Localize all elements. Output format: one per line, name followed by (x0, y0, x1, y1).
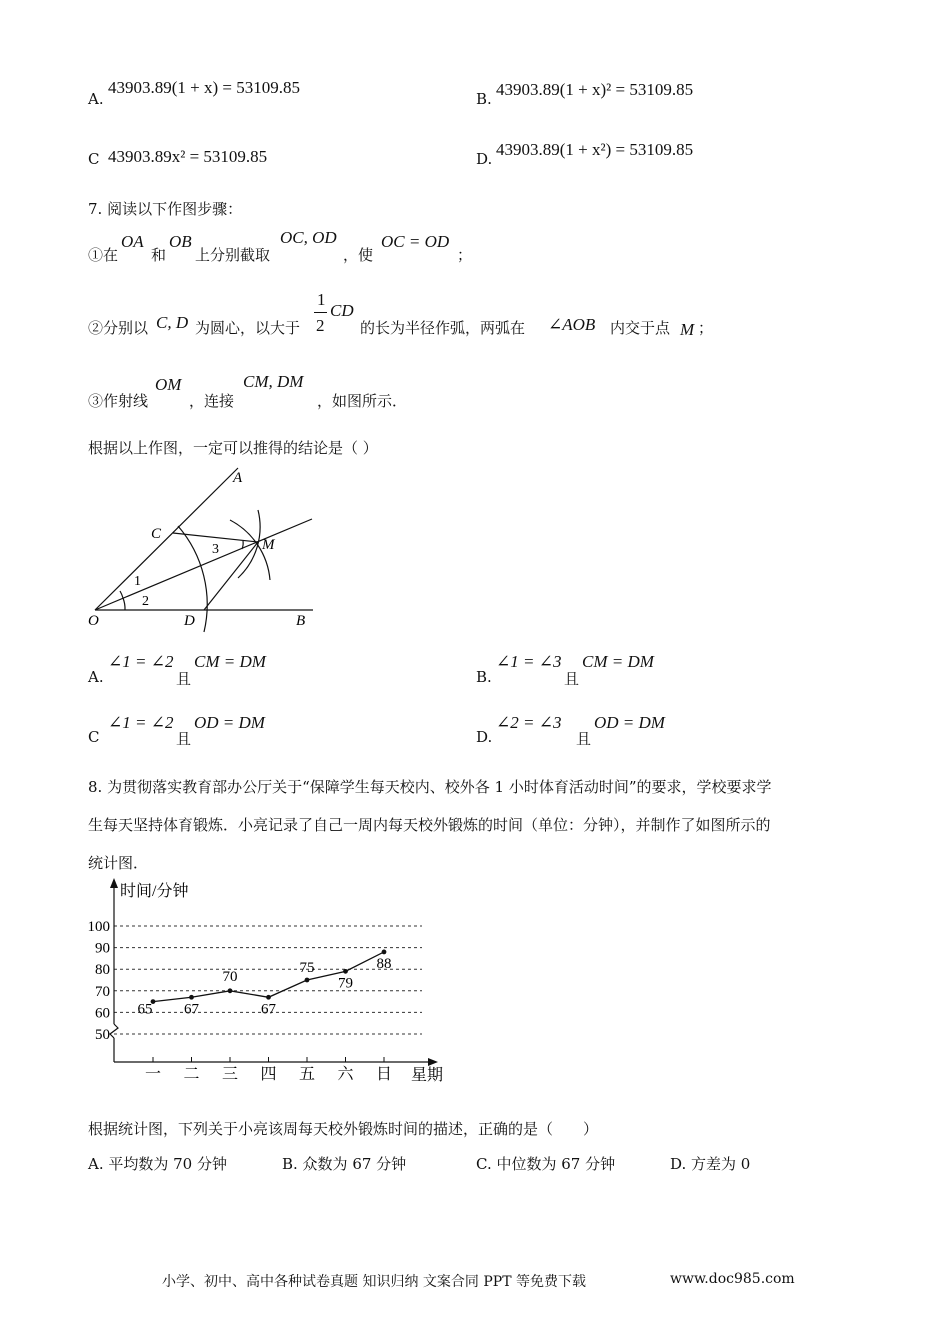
q7-option-d-mid: 且 (576, 730, 592, 748)
data-point (189, 995, 194, 1000)
q7-step2-text3: 的长为半径作弧，两弧在 (360, 319, 526, 337)
q6-option-b-label: B. (476, 90, 492, 108)
data-point (343, 969, 348, 974)
q7-step2-math3: ∠AOB (548, 315, 596, 334)
q7-step1-text1: ①在 (88, 246, 119, 264)
q7-step1-math2: OB (169, 232, 192, 251)
xtick-label: 三 (221, 1066, 239, 1083)
q7-option-d-label: D. (476, 728, 493, 746)
q6-option-a-label: A. (88, 90, 104, 108)
q7-question: 根据以上作图，一定可以推得的结论是（ ） (88, 439, 378, 457)
q7-step1-text3: 上分别截取 (195, 246, 271, 264)
xtick-label: 五 (298, 1066, 316, 1083)
q6-option-c-label: C (88, 150, 100, 168)
y-axis-arrow (110, 878, 118, 888)
q6-option-b-expr: 43903.89(1 + x)² = 53109.85 (496, 80, 694, 99)
q7-stem: 7. 阅读以下作图步骤： (88, 200, 243, 218)
chart-xlabel: 星期 (411, 1067, 444, 1084)
fig-label-c: C (151, 526, 162, 542)
q7-option-c-label: C (88, 728, 100, 746)
q6-option-c-expr: 43903.89x² = 53109.85 (108, 147, 268, 166)
q7-option-a-math1: ∠1 = ∠2 (108, 652, 174, 671)
q7-step1-text4: ，使 (343, 246, 374, 264)
chart-ytick-labels (88, 919, 111, 1043)
q8-line-chart (80, 872, 460, 1090)
q7-step1-text2: 和 (151, 246, 167, 264)
xtick-label: 二 (183, 1066, 200, 1083)
q7-option-c-math1: ∠1 = ∠2 (108, 713, 174, 732)
ytick-label: 100 (87, 919, 110, 935)
ytick-label: 70 (95, 983, 110, 1000)
data-label: 70 (222, 968, 238, 985)
q7-step2-frac-num: 1 (317, 290, 326, 309)
q8-option-c: C. 中位数为 67 分钟 (476, 1155, 616, 1173)
q7-step3-text3: ，如图所示． (317, 392, 408, 410)
q7-option-d-math2: OD = DM (594, 713, 665, 732)
q7-option-a-math2: CM = DM (194, 652, 266, 671)
q7-step1-math4: OC = OD (381, 232, 450, 251)
q7-option-a-label: A. (88, 668, 104, 686)
data-label: 79 (338, 975, 353, 992)
q8-option-a: A. 平均数为 70 分钟 (88, 1155, 227, 1173)
data-label: 67 (184, 1001, 199, 1018)
q7-step2-math4: M (680, 320, 695, 339)
q7-step2-frac-den: 2 (316, 316, 325, 335)
fig-label-m: M (262, 537, 275, 553)
q8-stem-line-1: 8. 为贯彻落实教育部办公厅关于“保障学生每天校内、校外各 1 小时体育活动时间”的要求，学校要求学 (88, 778, 772, 796)
data-point (266, 995, 271, 1000)
data-point (382, 950, 387, 955)
q7-option-c-math2: OD = DM (194, 713, 265, 732)
q8-stem-line-3: 统计图． (88, 854, 149, 872)
q6-option-d-expr: 43903.89(1 + x²) = 53109.85 (496, 140, 694, 159)
q7-step1-math1: OA (121, 232, 144, 251)
series-value-labels (138, 956, 392, 1018)
q7-option-b-label: B. (476, 668, 492, 686)
footer-link[interactable]: www.doc985.com (670, 1271, 795, 1287)
xtick-label: 日 (375, 1066, 393, 1083)
fig-label-3: 3 (212, 542, 219, 557)
ytick-label: 80 (95, 962, 110, 979)
q7-option-b-math1: ∠1 = ∠3 (496, 652, 562, 671)
q8-question: 根据统计图，下列关于小亮该周每天校外锻炼时间的描述，正确的是（ ） (88, 1120, 599, 1138)
q7-step2-frac-bar (314, 312, 327, 313)
x-axis-arrow (428, 1058, 438, 1066)
q8-option-d: D. 方差为 0 (670, 1155, 751, 1173)
fig-label-b: B (296, 613, 306, 629)
q6-option-a-expr: 43903.89(1 + x) = 53109.85 (108, 78, 300, 97)
q7-option-a-mid: 且 (176, 670, 192, 688)
q8-option-b: B. 众数为 67 分钟 (282, 1155, 407, 1173)
ytick-label: 60 (95, 1005, 110, 1022)
angle-arc-1 (120, 591, 123, 598)
fig-label-o: O (88, 613, 99, 629)
q7-option-b-mid: 且 (564, 670, 580, 688)
q7-step3-text1: ③作射线 (88, 392, 149, 410)
q7-step3-math2: CM, DM (243, 372, 304, 391)
xtick-label: 一 (144, 1066, 162, 1083)
ytick-label: 90 (95, 940, 110, 957)
q7-step3-math1: OM (155, 375, 182, 394)
chart-ylabel: 时间/分钟 (120, 883, 189, 900)
fig-label-1: 1 (134, 574, 141, 589)
xtick-label: 四 (260, 1066, 277, 1083)
fig-label-2: 2 (142, 594, 149, 609)
q7-step1-math3: OC, OD (280, 228, 337, 247)
y-axis-break (110, 1024, 118, 1038)
q7-step2-text4: 内交于点 (610, 319, 671, 337)
data-point (305, 978, 310, 983)
q7-step2-text5: ； (698, 319, 714, 337)
data-point (228, 988, 233, 993)
data-label: 67 (261, 1001, 276, 1018)
fig-label-a: A (233, 470, 243, 486)
q7-step1-text5: ； (457, 246, 473, 264)
q7-step2-text2: 为圆心，以大于 (195, 319, 301, 337)
q7-step2-math2: CD (330, 301, 354, 320)
segment-cm (173, 533, 258, 542)
angle-arc-2 (123, 598, 125, 610)
angle-arc-3 (242, 541, 243, 549)
chart-xtick-labels (145, 1057, 392, 1083)
fig-label-d: D (184, 613, 195, 629)
xtick-label: 六 (337, 1066, 354, 1083)
data-label: 75 (299, 960, 315, 976)
ytick-label: 50 (95, 1027, 110, 1043)
q7-option-c-mid: 且 (176, 730, 192, 748)
q7-geometry-figure (80, 460, 330, 635)
q7-option-b-math2: CM = DM (582, 652, 654, 671)
q7-step3-text2: ，连接 (189, 392, 235, 410)
chart-gridlines (114, 926, 422, 1034)
q8-stem-line-2: 生每天坚持体育锻炼．小亮记录了自己一周内每天校外锻炼的时间（单位：分钟），并制作了如图所示的 (88, 816, 771, 834)
data-label: 65 (137, 1001, 153, 1018)
ray-om (95, 519, 312, 610)
footer-text: 小学、初中、高中各种试卷真题 知识归纳 文案合同 PPT 等免费下载 (162, 1274, 586, 1290)
q6-option-d-label: D. (476, 150, 493, 168)
q7-step2-text1: ②分别以 (88, 319, 149, 337)
ray-oa (95, 468, 238, 610)
q7-step2-math1: C, D (156, 313, 189, 332)
q7-option-d-math1: ∠2 = ∠3 (496, 713, 562, 732)
data-label: 88 (376, 955, 392, 972)
